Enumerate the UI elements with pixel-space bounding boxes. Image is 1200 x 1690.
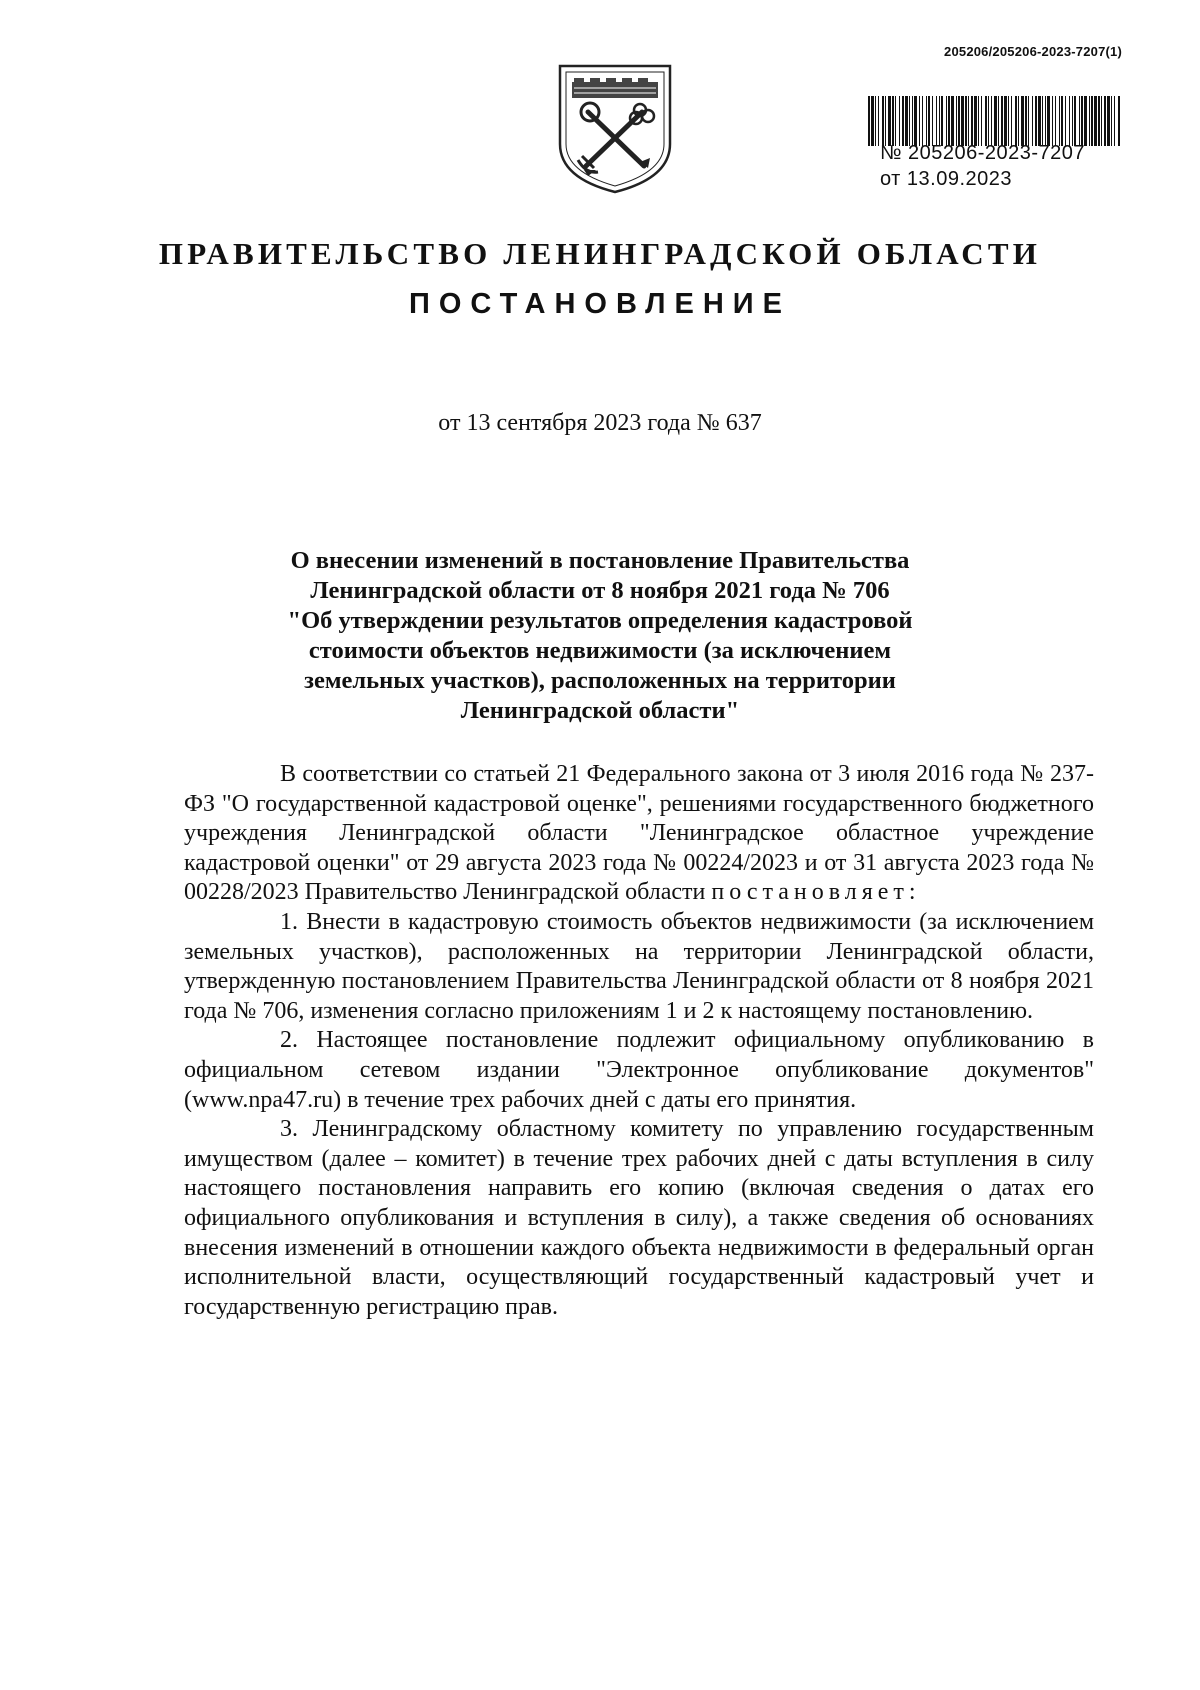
- barcode-bar: [1035, 96, 1037, 146]
- decree-subject: [180, 546, 1020, 726]
- barcode: [866, 96, 1124, 146]
- barcode-bar: [882, 96, 884, 146]
- barcode-bar: [1032, 96, 1033, 146]
- barcode-bar: [919, 96, 920, 146]
- subject-line: стоимости объектов недвижимости (за исключением: [308, 637, 892, 664]
- registration-date: от 13.09.2023: [880, 168, 1012, 190]
- barcode-bar: [985, 96, 987, 146]
- barcode-bar: [895, 96, 896, 146]
- barcode-bar: [1074, 96, 1076, 146]
- barcode-bar: [968, 96, 969, 146]
- barcode-bar: [978, 96, 979, 146]
- barcode-bar: [994, 96, 997, 146]
- barcode-bar: [1081, 96, 1083, 146]
- barcode-bar: [974, 96, 977, 146]
- decree-body: [184, 760, 1094, 1322]
- intro-text: В соответствии со статьей 21 Федерального закона от 3 июля 2016 года № 237-ФЗ "О государственной кадастровой оценке", решениями государственного бюджетного учреждения Ленинградской области "Ленинградское областное учреждение кадастровой оценки" от 29 августа 2023 года № 00224/2023 и от 31 августа 2023 года № 00228/2023 Правительство Ленинградской области: [184, 761, 1094, 906]
- subject-line: земельных участков), расположенных на территории: [304, 667, 896, 694]
- barcode-bar: [981, 96, 982, 146]
- barcode-bar: [1028, 96, 1029, 146]
- barcode-bar: [875, 96, 876, 146]
- decree-date: от 13 сентября 2023 года № 637: [438, 410, 762, 436]
- barcode-bar: [899, 96, 900, 146]
- subject-line: О внесении изменений в постановление Правительства: [290, 547, 910, 574]
- barcode-bar: [912, 96, 913, 146]
- barcode-bar: [1004, 96, 1007, 146]
- barcode-bar: [1055, 96, 1056, 146]
- barcode-bar: [909, 96, 910, 146]
- coat-of-arms-icon: [552, 60, 678, 196]
- barcode-bar: [1008, 96, 1009, 146]
- barcode-bar: [951, 96, 954, 146]
- barcode-bar: [1052, 96, 1053, 146]
- barcode-bar: [932, 96, 933, 146]
- barcode-bar: [965, 96, 967, 146]
- barcode-bar: [1101, 96, 1102, 146]
- subject-line: "Об утверждении результатов определения кадастровой: [287, 607, 913, 634]
- barcode-bar: [926, 96, 927, 146]
- barcode-bar: [1025, 96, 1027, 146]
- item-2: 2. Настоящее постановление подлежит официальному опубликованию в официальном сетевом издании "Электронное опубликование документов" (www.npa47.ru) в течение трех рабочих дней с даты его принятия.: [184, 1027, 1094, 1113]
- intro-paragraph: [184, 760, 1094, 908]
- barcode-bar: [888, 96, 891, 146]
- barcode-bar: [1098, 96, 1100, 146]
- subject-line: Ленинградской области от 8 ноября 2021 года № 706: [310, 577, 890, 604]
- barcode-bar: [1107, 96, 1110, 146]
- barcode-bar: [868, 96, 870, 146]
- barcode-bar: [1001, 96, 1003, 146]
- barcode-bar: [1021, 96, 1024, 146]
- intro-verb: постановляет:: [711, 879, 921, 906]
- barcode-bar: [885, 96, 886, 146]
- barcode-bar: [958, 96, 960, 146]
- barcode-bar: [1118, 96, 1120, 146]
- barcode-bar: [1114, 96, 1115, 146]
- item-3: 3. Ленинградскому областному комитету по управлению государственным имуществом (далее – комитет) в течение трех рабочих дней с даты вступления в силу настоящего постановления направить его копию (включая сведения о датах его официального опубликования и вступления в силу), а также сведения об основаниях внесения изменений в отношении каждого объекта недвижимости в федеральный орган исполнительной власти, осуществляющий государственный кадастровый учет и государственную регистрацию прав.: [184, 1116, 1094, 1320]
- barcode-bar: [1111, 96, 1112, 146]
- government-title: ПРАВИТЕЛЬСТВО ЛЕНИНГРАДСКОЙ ОБЛАСТИ: [158, 236, 1042, 271]
- barcode-bar: [936, 96, 937, 146]
- barcode-bar: [1018, 96, 1019, 146]
- barcode-bar: [1047, 96, 1050, 146]
- barcode-bar: [948, 96, 950, 146]
- barcode-bar: [1059, 96, 1060, 146]
- barcode-bar: [1089, 96, 1090, 146]
- barcode-bar: [1038, 96, 1041, 146]
- barcode-bar: [914, 96, 917, 146]
- barcode-bar: [1011, 96, 1012, 146]
- barcode-bar: [902, 96, 904, 146]
- barcode-bar: [871, 96, 874, 146]
- barcode-bar: [892, 96, 894, 146]
- document-reference: 205206/205206-2023-7207(1): [944, 44, 1122, 59]
- barcode-bar: [1104, 96, 1106, 146]
- barcode-bar: [1042, 96, 1043, 146]
- barcode-bar: [991, 96, 992, 146]
- barcode-bar: [922, 96, 923, 146]
- barcode-bar: [1091, 96, 1093, 146]
- barcode-bar: [956, 96, 957, 146]
- barcode-bar: [1045, 96, 1046, 146]
- subject-line: Ленинградской области": [460, 697, 740, 724]
- barcode-bar: [878, 96, 879, 146]
- barcode-bar: [941, 96, 943, 146]
- barcode-bar: [905, 96, 908, 146]
- document-type: ПОСТАНОВЛЕНИЕ: [409, 288, 791, 320]
- barcode-bar: [939, 96, 940, 146]
- barcode-bar: [988, 96, 989, 146]
- barcode-bar: [1079, 96, 1080, 146]
- barcode-bar: [961, 96, 964, 146]
- item-1: 1. Внести в кадастровую стоимость объектов недвижимости (за исключением земельных участков), расположенных на территории Ленинградской области, утвержденную постановлением Правительства Ленинградской области от 8 ноября 2021 года № 706, изменения согласно приложениям 1 и 2 к настоящему постановлению.: [184, 908, 1094, 1024]
- barcode-bar: [946, 96, 947, 146]
- barcode-bar: [928, 96, 930, 146]
- barcode-bar: [971, 96, 973, 146]
- barcode-bar: [1084, 96, 1087, 146]
- barcode-bar: [1065, 96, 1066, 146]
- barcode-bar: [1072, 96, 1073, 146]
- registration-number: № 205206-2023-7207: [880, 142, 1086, 164]
- barcode-bar: [998, 96, 999, 146]
- barcode-bar: [1094, 96, 1097, 146]
- barcode-bar: [1069, 96, 1070, 146]
- barcode-bar: [1015, 96, 1017, 146]
- barcode-bar: [1061, 96, 1063, 146]
